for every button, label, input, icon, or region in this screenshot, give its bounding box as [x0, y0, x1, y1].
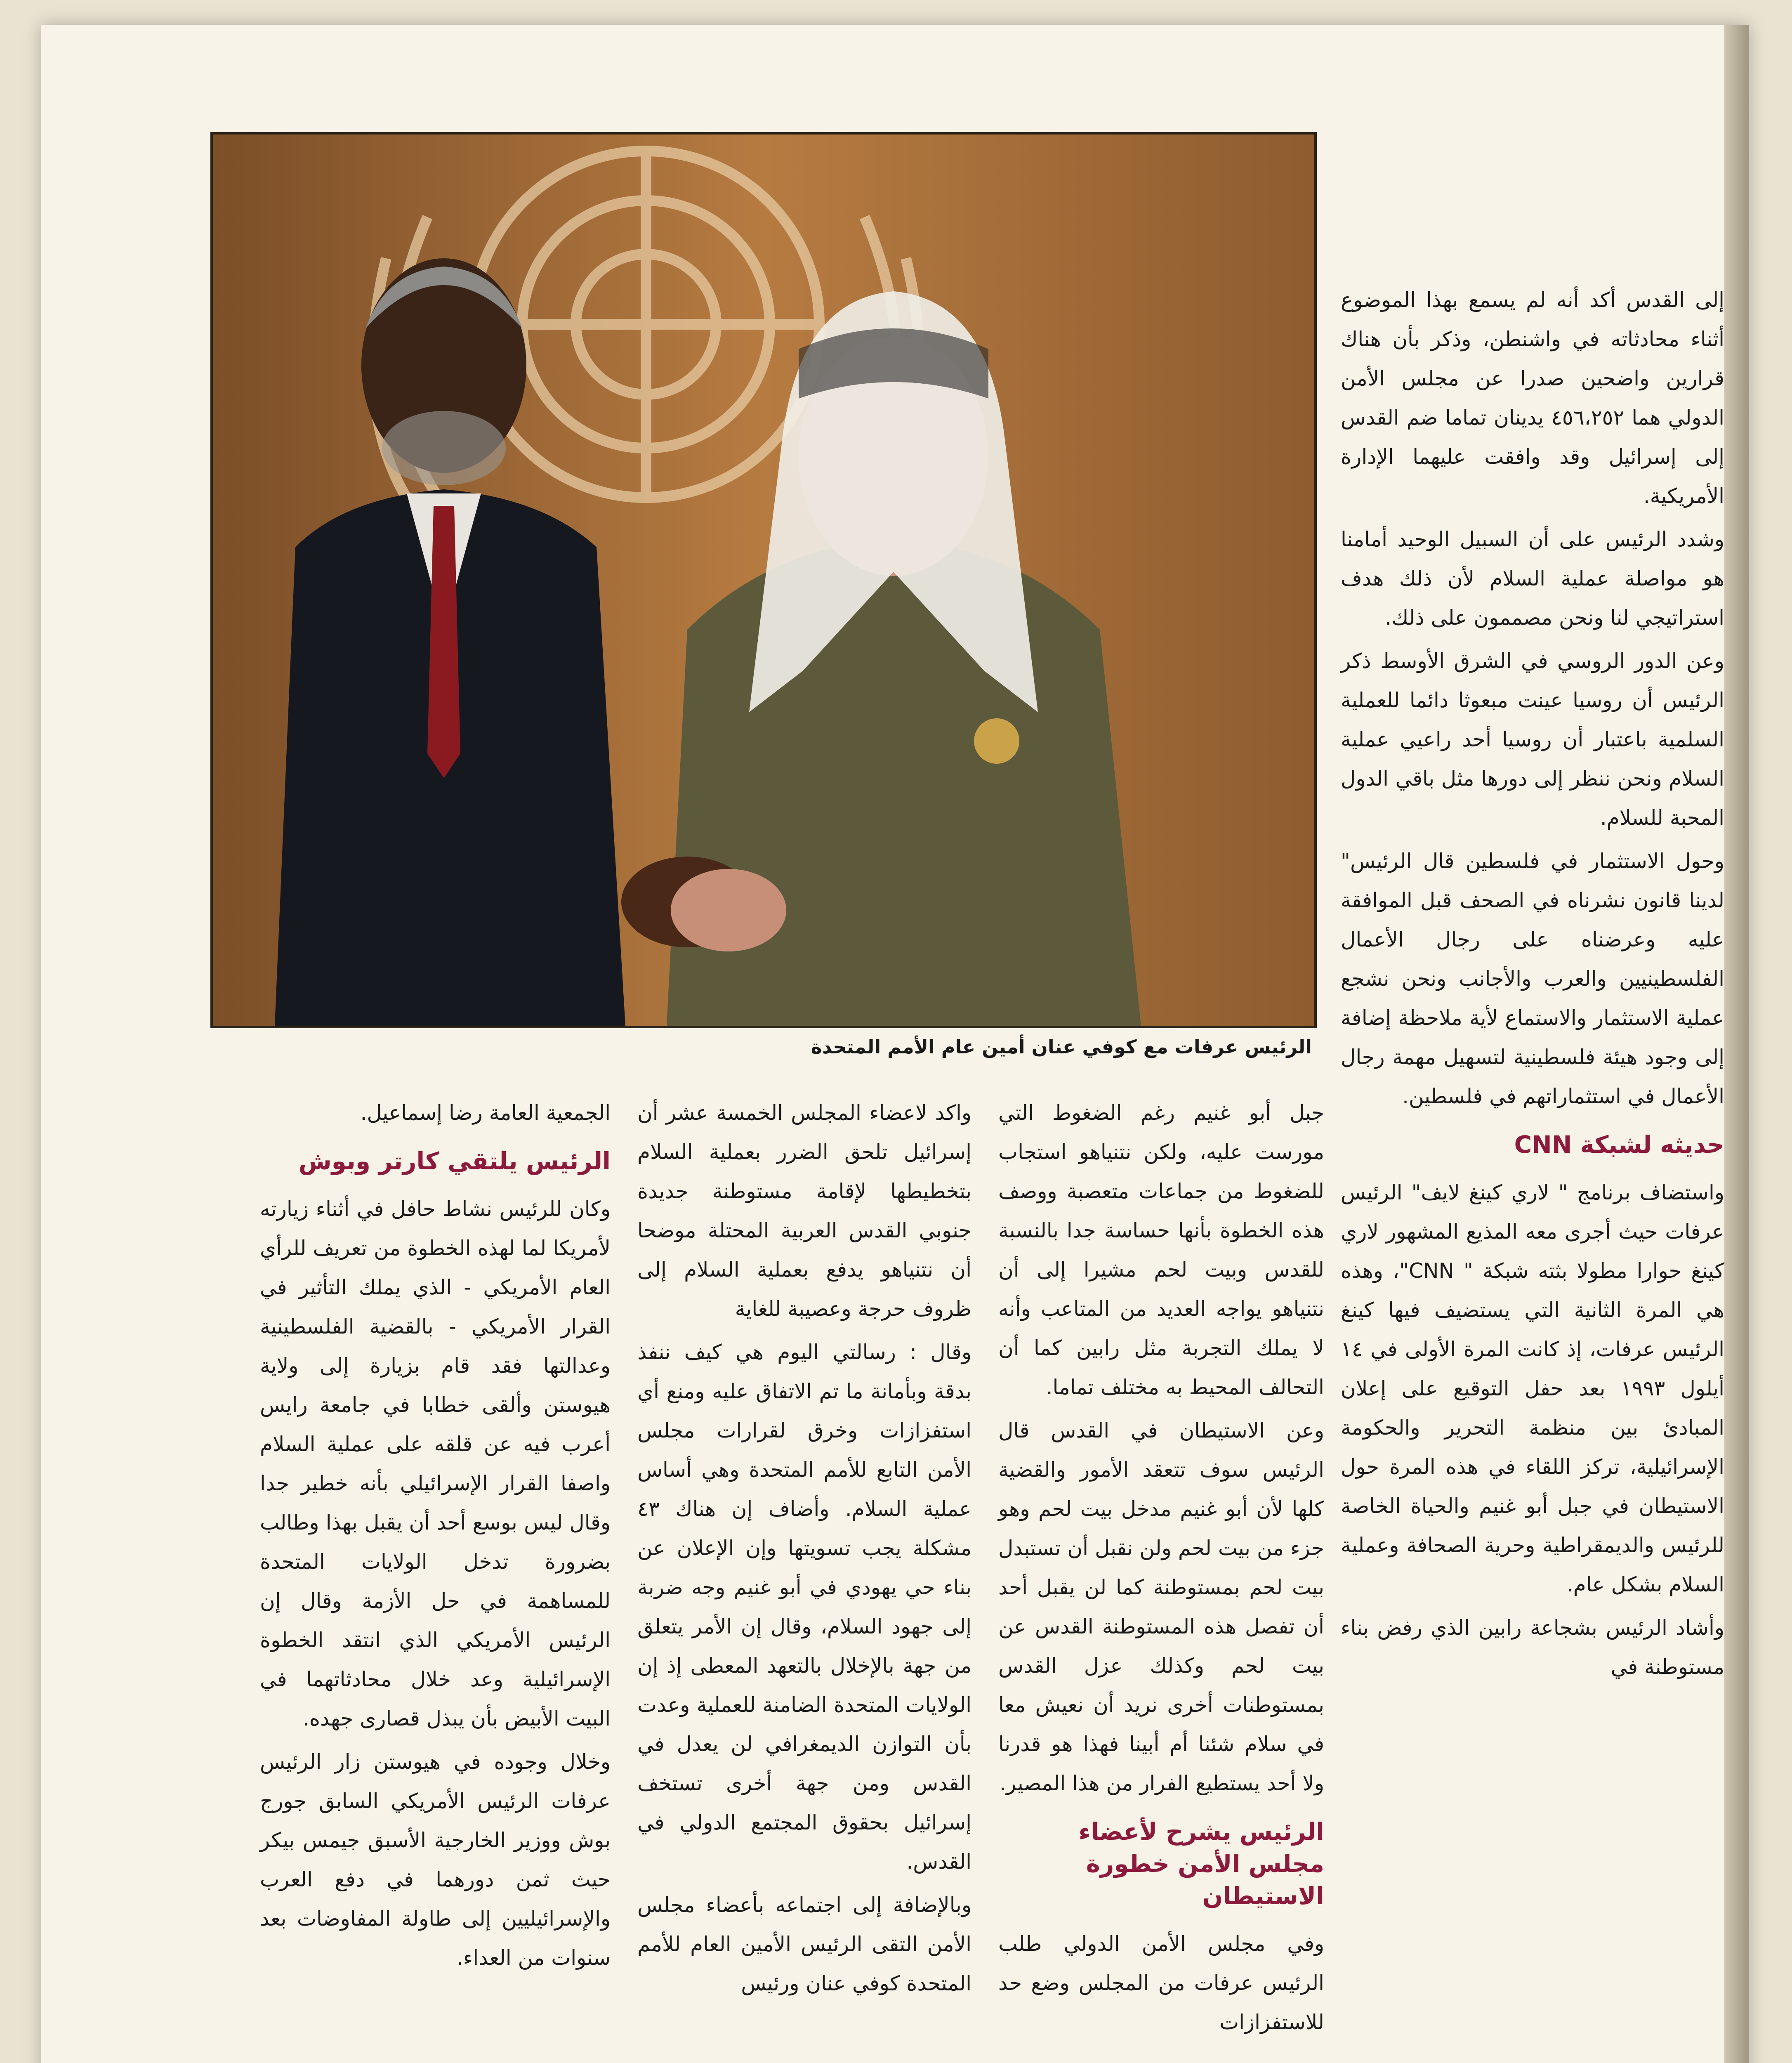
paragraph: وكان للرئيس نشاط حافل في أثناء زيارته لأمريكا لما لهذه الخطوة من تعريف للرأي العام الأمريكي - الذي يملك التأثير في القرار الأمريكي - بالقضية الفلسطينية وعدالتها فقد قام بزيارة إلى ولاية هيوستن وألقى خطابا في جامعة رايس أعرب فيه عن قلقه على عملية السلام واصفا القرار الإسرائيلي بأنه خطير جدا وقال ليس بوسع أحد أن يقبل بهذا وطالب بضرورة تدخل الولايات المتحدة للمساهمة في حل الأزمة وقال إن الرئيس الأمريكي الذي انتقد الخطوة الإسرائيلية وعد خلال محادثاتهما في البيت الأبيض بأن يبذل قصارى جهده. — [260, 1197, 611, 1730]
photo-illustration — [213, 135, 1314, 1026]
paragraph: الجمعية العامة رضا إسماعيل. — [360, 1101, 611, 1125]
page-gutter — [1724, 25, 1749, 2063]
section-heading: الرئيس يلتقي كارتر وبوش — [298, 1147, 611, 1175]
paragraph: وأشاد الرئيس بشجاعة رابين الذي رفض بناء مستوطنة في — [1341, 1616, 1724, 1679]
paragraph: وعن الاستيطان في القدس قال الرئيس سوف تتعقد الأمور والقضية كلها لأن أبو غنيم مدخل بيت لحم وهو جزء من بيت لحم ولن نقبل أن تستبدل بيت لحم بمستوطنة كما لن يقبل أحد أن تفصل هذه المستوطنة القدس عن بيت لحم وكذلك عزل القدس بمستوطنات أخرى نريد أن نعيش معا في سلام شئنا أم أبينا فهذا هو قدرنا ولا أحد يستطيع الفرار من هذا المصير. — [998, 1419, 1324, 1795]
article-column-4 — [260, 1093, 611, 1982]
magazine-page — [41, 25, 1749, 2063]
paragraph: واكد لاعضاء المجلس الخمسة عشر أن إسرائيل تلحق الضرر بعملية السلام بتخطيطها لإقامة مستوطنة جديدة جنوبي القدس العربية المحتلة موضحا أن نتنياهو يدفع بعملية السلام إلى ظروف حرجة وعصيبة للغاية — [637, 1101, 971, 1321]
section-heading: الرئيس يشرح لأعضاء مجلس الأمن خطورة الاستيطان — [1078, 1818, 1324, 1910]
article-photo — [210, 132, 1317, 1028]
section-heading: حديثه لشبكة CNN — [1514, 1131, 1724, 1159]
paragraph: وخلال وجوده في هيوستن زار الرئيس عرفات الرئيس الأمريكي السابق جورج بوش ووزير الخارجية الأسبق جيمس بيكر حيث ثمن دورهما في دفع العرب والإسرائيليين إلى طاولة المفاوضات بعد سنوات من العداء. — [260, 1750, 611, 1970]
paragraph: وفي مجلس الأمن الدولي طلب الرئيس عرفات من المجلس وضع حد للاستفزازات — [998, 1932, 1324, 2034]
paragraph: واستضاف برنامج " لاري كينغ لايف" الرئيس عرفات حيث أجرى معه المذيع المشهور لاري كينغ حوارا مطولا بثته شبكة " CNN"، وهذه هي المرة الثانية التي يستضيف فيها كينغ الرئيس عرفات، إذ كانت المرة الأولى في ١٤ أيلول ١٩٩٣ بعد حفل التوقيع على إعلان المبادئ بين منظمة التحرير والحكومة الإسرائيلية، تركز اللقاء في هذه المرة حول الاستيطان في جبل أبو غنيم والحياة الخاصة للرئيس والديمقراطية وحرية الصحافة وعملية السلام بشكل عام. — [1341, 1180, 1725, 1596]
photo-caption: الرئيس عرفات مع كوفي عنان أمين عام الأمم المتحدة — [811, 1036, 1312, 1058]
article-column-2 — [998, 1093, 1324, 2046]
paragraph: وبالإضافة إلى اجتماعه بأعضاء مجلس الأمن التقى الرئيس الأمين العام للأمم المتحدة كوفي عنان ورئيس — [637, 1893, 971, 1995]
paragraph: إلى القدس أكد أنه لم يسمع بهذا الموضوع أثناء محادثاته في واشنطن، وذكر بأن هناك قرارين واضحين صدرا عن مجلس الأمن الدولي هما ٤٥٦،٢٥٢ يدينان تماما ضم القدس إلى إسرائيل وقد وافقت عليهما الإدارة الأمريكية. — [1341, 288, 1724, 508]
paragraph: جبل أبو غنيم رغم الضغوط التي مورست عليه، ولكن نتنياهو استجاب للضغوط من جماعات متعصبة ووصف هذه الخطوة بأنها حساسة جدا بالنسبة للقدس وبيت لحم مشيرا إلى أن نتنياهو يواجه العديد من المتاعب وأنه لا يملك التجربة مثل رابين كما أن التحالف المحيط به مختلف تماما. — [998, 1101, 1324, 1399]
paragraph: وشدد الرئيس على أن السبيل الوحيد أمامنا هو مواصلة عملية السلام لأن ذلك هدف استراتيجي لنا ونحن مصممون على ذلك. — [1341, 527, 1724, 630]
paragraph: وحول الاستثمار في فلسطين قال الرئيس" لدينا قانون نشرناه في الصحف قبل الموافقة عليه وعرضناه على رجال الأعمال الفلسطينيين والعرب والأجانب ونحن نشجع عملية الاستثمار والاستماع لأية ملاحظة إضافة إلى وجود هيئة فلسطينية لتسهيل مهمة رجال الأعمال في استثماراتهم في فلسطين. — [1341, 849, 1724, 1108]
paragraph: وقال : رسالتي اليوم هي كيف ننفذ بدقة وبأمانة ما تم الاتفاق عليه ومنع أي استفزازات وخرق لقرارات مجلس الأمن التابع للأمم المتحدة وهي أساس عملية السلام. وأضاف إن هناك ٤٣ مشكلة يجب تسويتها وإن الإعلان عن بناء حي يهودي في أبو غنيم وجه ضربة إلى جهود السلام، وقال إن الأمر يتعلق من جهة بالإخلال بالتعهد المعطى إذ إن الولايات المتحدة الضامنة للعملية وعدت بأن التوازن الديمغرافي لن يعدل في القدس ومن جهة أخرى تستخف إسرائيل بحقوق المجتمع الدولي في القدس. — [637, 1340, 971, 1874]
article-column-3 — [637, 1093, 971, 2007]
paragraph: وعن الدور الروسي في الشرق الأوسط ذكر الرئيس أن روسيا عينت مبعوثا دائما للعملية السلمية باعتبار أن روسيا أحد راعيي عملية السلام ونحن ننظر إلى دورها مثل باقي الدول المحبة للسلام. — [1341, 649, 1724, 830]
article-column-right — [1341, 281, 1724, 1691]
